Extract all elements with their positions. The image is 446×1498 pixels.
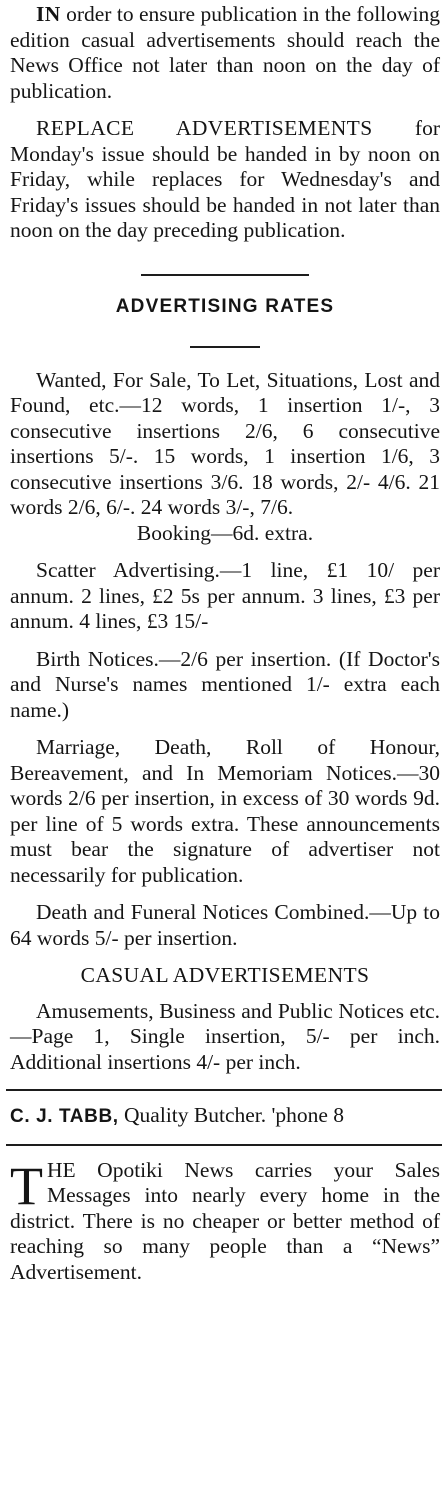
- rates-heading: ADVERTISING RATES: [115, 295, 335, 317]
- tabb-advert: [10, 1103, 440, 1130]
- tabb-text: Quality Butcher. 'phone 8: [124, 1103, 345, 1127]
- rates-wanted: Wanted, For Sale, To Let, Situations, Lost and Found, etc.—12 words, 1 insertion 1/-, 3 consecutive insertions 2/6, 6 consecutive insertions 5/-. 15 words, 1 insertion 1/6, 3 consecutive insertions 3/6. 18 words, 2/- 4/6. 21 words 2/6, 6/-. 24 words 3/-, 7/6.: [10, 367, 440, 519]
- publication-notice-lead: IN: [36, 2, 61, 26]
- publication-notice: [10, 2, 440, 104]
- divider-rule: [190, 346, 260, 348]
- publication-notice-text: order to ensure publication in the following edition casual advertisements should reach the News Office not later than noon on the day of publication.: [10, 2, 441, 103]
- tabb-name: C. J. TABB,: [10, 1106, 119, 1127]
- opotiki-advert: [10, 1155, 440, 1286]
- rates-death-funeral: Death and Funeral Notices Combined.—Up to 64 words 5/- per insertion.: [10, 900, 440, 950]
- divider-rule: [141, 274, 309, 276]
- opotiki-text: HE Opotiki News carries your Sales Messages into nearly every home in the district. There is no cheaper or better method of reaching so many people than a “News” Advertisement.: [10, 1157, 440, 1284]
- rates-scatter: Scatter Advertising.—1 line, £1 10/ per annum. 2 lines, £2 5s per annum. 3 lines, £3 per annum. 4 lines, £3 15/-: [10, 558, 440, 633]
- replace-notice-text: for Monday's issue should be handed in by noon on Friday, while replaces for Wednesday's and Friday's issues should be handed in not later than noon on the day preceding publication.: [10, 116, 440, 242]
- rates-booking: Booking—6d. extra.: [136, 520, 314, 545]
- divider-rule: [6, 1089, 442, 1091]
- divider-rule: [6, 1144, 442, 1146]
- casual-heading: CASUAL ADVERTISEMENTS: [80, 963, 370, 987]
- replace-notice: [10, 116, 440, 244]
- rates-marriage: Marriage, Death, Roll of Honour, Bereavement, and In Memoriam Notices.—30 words 2/6 per insertion, in excess of 30 words 9d. per line of 5 words extra. These announcements must bear the signature of advertiser not necessarily for publication.: [10, 735, 440, 887]
- rates-birth: Birth Notices.—2/6 per insertion. (If Doctor's and Nurse's names mentioned 1/- extra each name.): [10, 646, 440, 722]
- replace-notice-lead: REPLACE ADVERTISEMENTS: [36, 116, 373, 140]
- drop-cap: T: [10, 1155, 43, 1216]
- casual-rates: Amusements, Business and Public Notices etc.—Page 1, Single insertion, 5/- per inch. Additional insertions 4/- per inch.: [10, 998, 440, 1074]
